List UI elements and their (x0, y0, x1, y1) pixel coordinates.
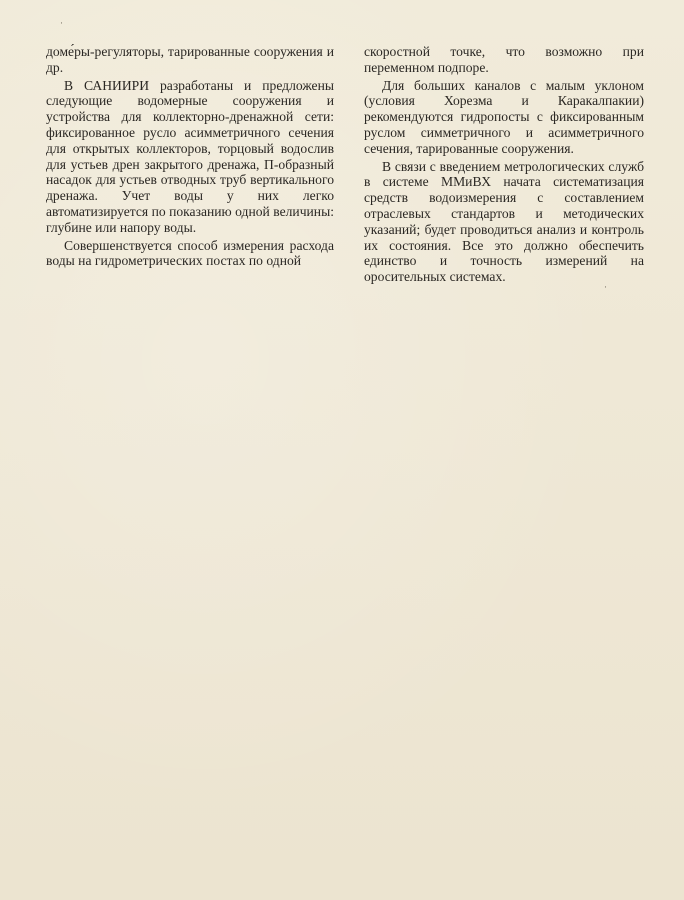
page-speck: · (604, 282, 607, 292)
paragraph-continuation: доме́ры-регуляторы, тарированные сооружения и др. (46, 44, 334, 75)
paragraph-large-canals: Для больших каналов с малым уклоном (условия Хорезма и Каракалпакии) рекомендуются гидропосты с фиксированным руслом симметричного и асимметричного сечения, тарированные сооружения. (364, 77, 644, 156)
paragraph-saniiri: В САНИИРИ разработаны и предложены следующие водомерные сооружения и устройства для коллекторно-дренажной сети: фиксированное русло асимметричного сечения для открытых коллекторов, торцовый водослив для устьев дрен закрытого дренажа, П-образный насадок для устьев отводных труб вертикального дренажа. Учет воды у них легко автоматизируется по показанию одной величины: глубине или напору воды. (46, 77, 334, 235)
right-text-column (364, 44, 644, 285)
paragraph-metrology: В связи с введением метрологических служб в системе ММиВХ начата систематизация средств водоизмерения с составлением отраслевых стандартов и методических указаний; будет проводиться анализ и контроль их состояния. Все это должно обеспечить единство и точность измерений на оросительных системах. (364, 158, 644, 285)
left-text-column (46, 44, 334, 269)
paragraph-continuation: скоростной точке, что возможно при переменном подпоре. (364, 44, 644, 75)
page-speck: · (60, 18, 63, 28)
paragraph-measurement-method: Совершенствуется способ измерения расхода воды на гидрометрических постах по одной (46, 237, 334, 269)
